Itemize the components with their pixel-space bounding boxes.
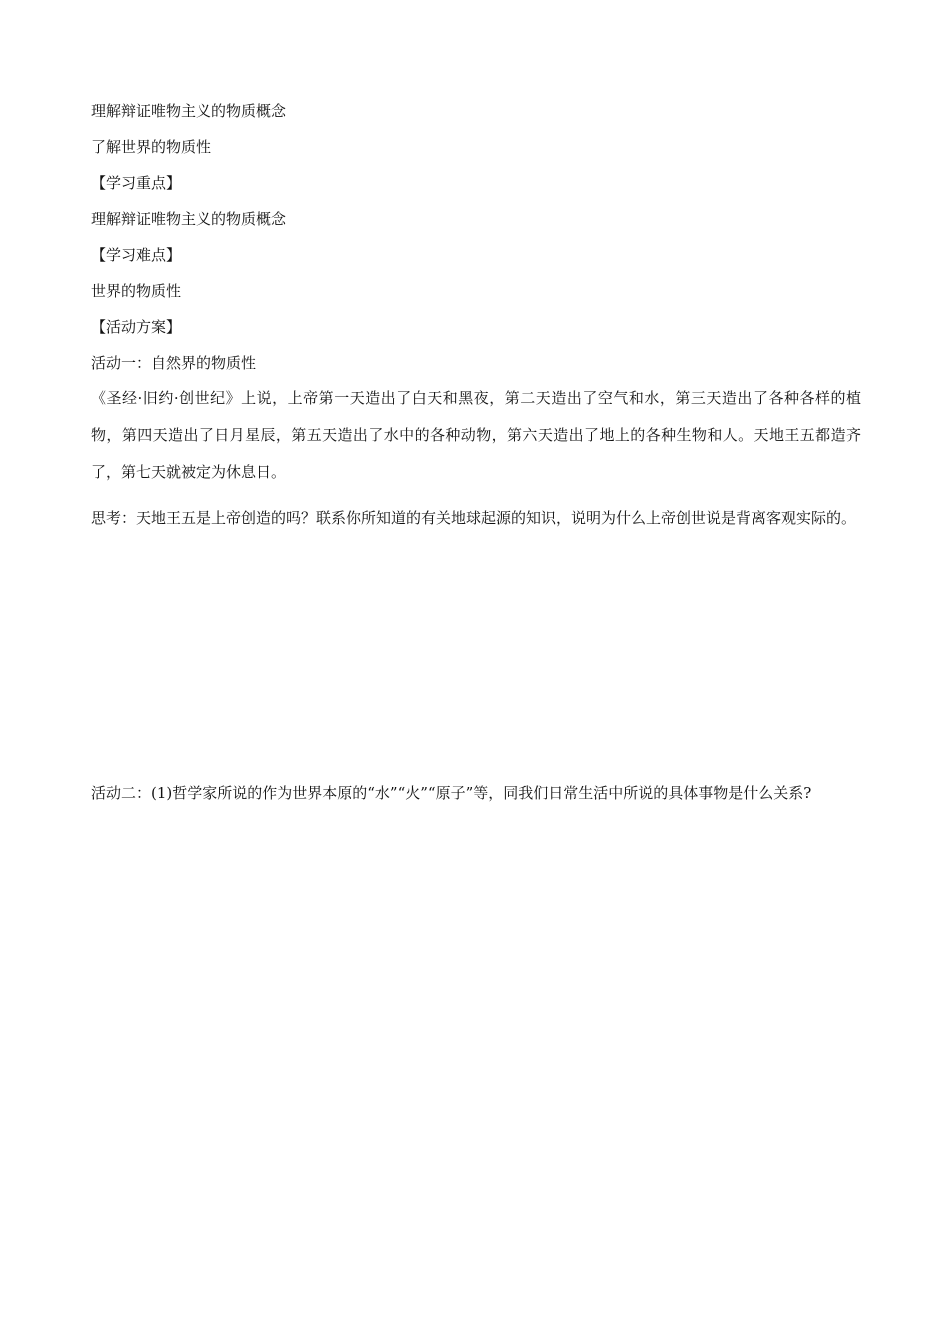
key-points-heading: 【学习重点】 [91, 174, 182, 192]
learning-objective-1: 理解辩证唯物主义的物质概念 [91, 102, 287, 120]
activity-1-title: 活动一：自然界的物质性 [91, 354, 257, 372]
learning-objective-2: 了解世界的物质性 [91, 138, 212, 156]
activity-plan-heading: 【活动方案】 [91, 318, 182, 336]
difficulties-text: 世界的物质性 [91, 282, 182, 300]
activity-1-passage: 《圣经·旧约·创世纪》上说，上帝第一天造出了白天和黑夜，第二天造出了空气和水，第三天造出了各种各样的植物，第四天造出了日月星辰，第五天造出了水中的各种动物，第六天造出了地上的各种生物和人。天地王五都造齐了，第七天就被定为休息日。 [91, 389, 861, 481]
activity-2-question: 活动二：(1)哲学家所说的作为世界本原的“水”“火”“原子”等，同我们日常生活中所说的具体事物是什么关系? [91, 784, 812, 802]
key-points-text: 理解辩证唯物主义的物质概念 [91, 210, 287, 228]
difficulties-heading: 【学习难点】 [91, 246, 182, 264]
activity-1-question: 思考：天地王五是上帝创造的吗？联系你所知道的有关地球起源的知识，说明为什么上帝创世说是背离客观实际的。 [91, 509, 857, 527]
